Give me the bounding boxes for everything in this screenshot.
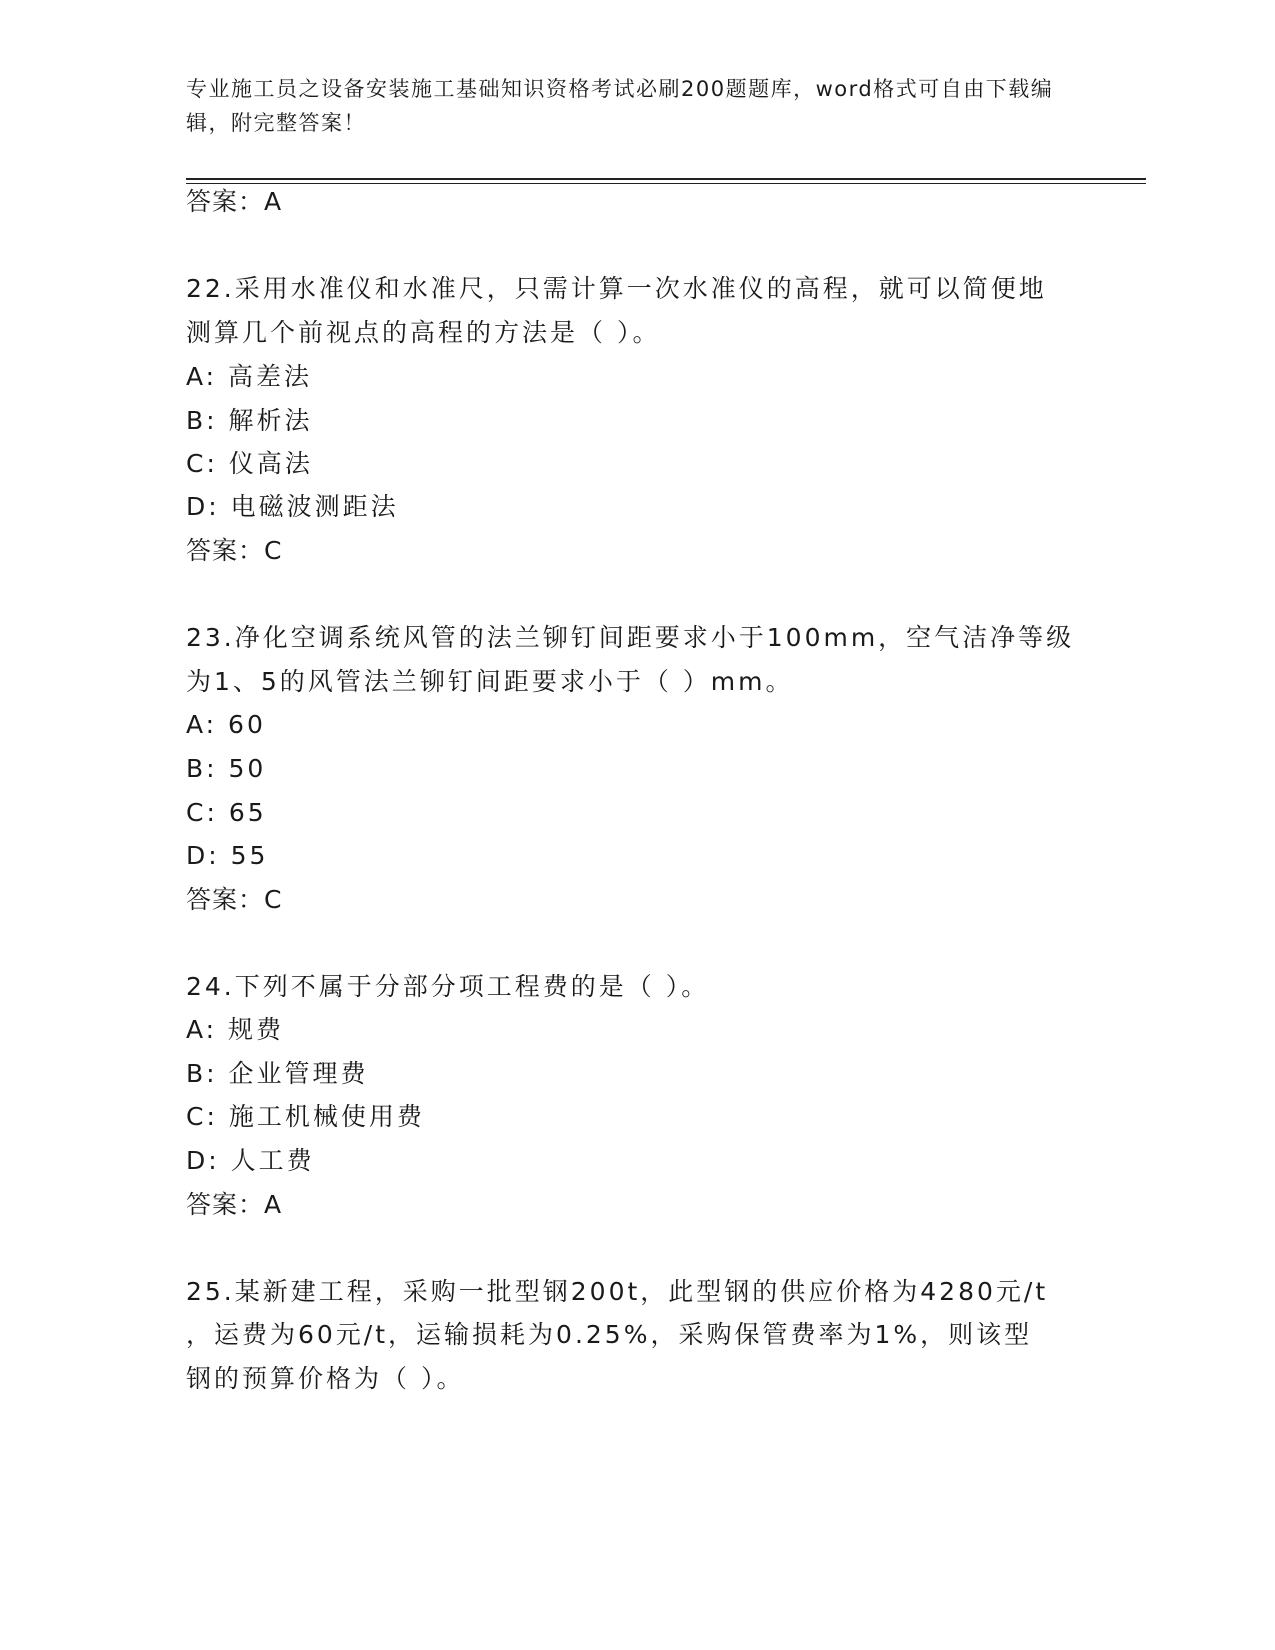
question-22-option-b: B: 解析法 xyxy=(186,406,313,435)
question-23-option-c: C: 65 xyxy=(186,798,267,827)
question-24-option-c: C: 施工机械使用费 xyxy=(186,1102,425,1131)
document-header: 专业施工员之设备安装施工基础知识资格考试必刷200题题库，word格式可自由下载编辑，附完整答案！ xyxy=(186,77,1054,135)
answer-22: 答案：C xyxy=(186,536,283,565)
question-23-line-2: 为1、5的风管法兰铆钉间距要求小于（ ）mm。 xyxy=(186,667,794,696)
question-24-option-d: D: 人工费 xyxy=(186,1146,315,1175)
answer-24: 答案：A xyxy=(186,1190,283,1219)
question-22-option-d: D: 电磁波测距法 xyxy=(186,492,399,521)
question-24-option-a: A: 规费 xyxy=(186,1015,285,1044)
question-22-line-1: 22.采用水准仪和水准尺，只需计算一次水准仪的高程，就可以简便地 xyxy=(186,274,1047,303)
header-divider-thin xyxy=(186,183,1146,184)
question-23-line-1: 23.净化空调系统风管的法兰铆钉间距要求小于100mm，空气洁净等级 xyxy=(186,623,1075,652)
question-25-line-3: 钢的预算价格为（ ）。 xyxy=(186,1364,465,1393)
answer-21: 答案：A xyxy=(186,187,283,216)
question-25-line-1: 25.某新建工程，采购一批型钢200t，此型钢的供应价格为4280元/t xyxy=(186,1277,1049,1306)
question-22-option-a: A: 高差法 xyxy=(186,362,313,391)
question-25-line-2: ，运费为60元/t，运输损耗为0.25%，采购保管费率为1%，则该型 xyxy=(186,1320,1033,1349)
question-24-line-1: 24.下列不属于分部分项工程费的是（ ）。 xyxy=(186,972,710,1001)
question-24-option-b: B: 企业管理费 xyxy=(186,1059,369,1088)
header-divider xyxy=(186,178,1146,180)
question-22-option-c: C: 仪高法 xyxy=(186,449,313,478)
question-23-option-d: D: 55 xyxy=(186,841,269,870)
question-22-line-2: 测算几个前视点的高程的方法是（ ）。 xyxy=(186,318,661,347)
question-23-option-a: A: 60 xyxy=(186,710,266,739)
answer-23: 答案：C xyxy=(186,885,283,914)
question-23-option-b: B: 50 xyxy=(186,754,267,783)
